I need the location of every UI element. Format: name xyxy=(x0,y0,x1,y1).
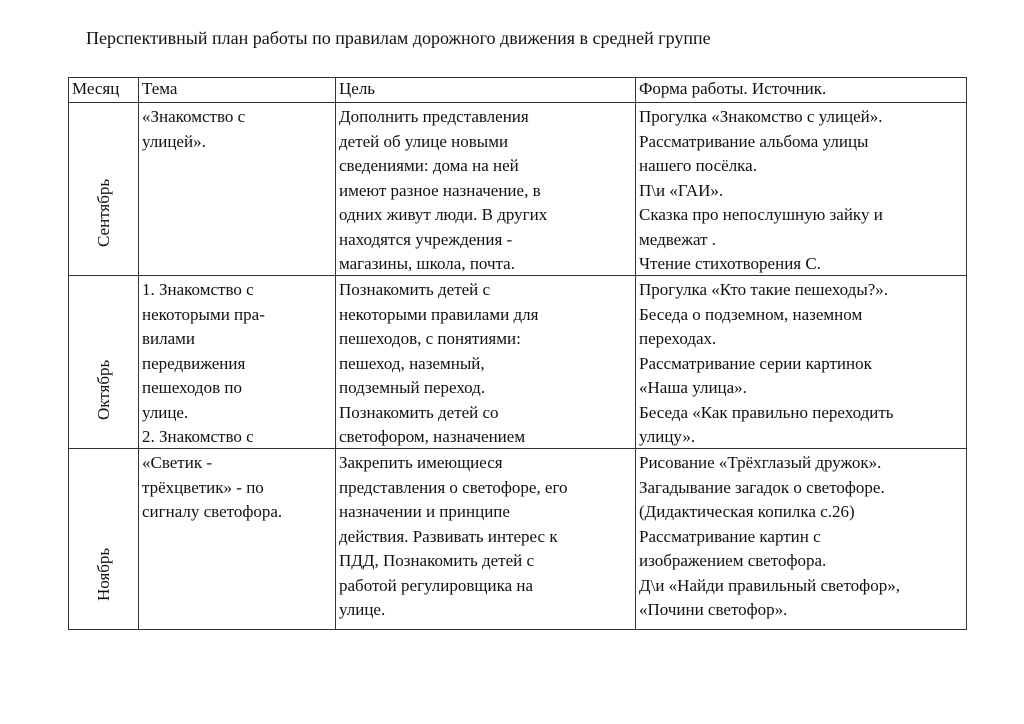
text-line: улице. xyxy=(339,600,386,619)
text-line: улице. xyxy=(142,402,189,422)
goal-cell xyxy=(336,103,636,276)
text-line: некоторыми пра- xyxy=(142,304,265,324)
text-line: изображением светофора. xyxy=(639,551,827,570)
text-line: Чтение стихотворения С. xyxy=(639,254,821,273)
text-line: Рисование «Трёхглазый дружок». xyxy=(639,453,882,472)
table-row xyxy=(69,449,967,630)
cell-content xyxy=(142,278,332,448)
month-label: Октябрь xyxy=(93,359,113,420)
text-line: светофором, назначением xyxy=(339,427,526,446)
text-line: детей об улице новыми xyxy=(339,131,509,151)
text-line: нашего посёлка. xyxy=(639,156,757,175)
goal-cell xyxy=(336,276,636,449)
text-line: работой регулировщика на xyxy=(339,575,534,595)
text-line: пешеход, наземный, xyxy=(339,353,485,373)
text-line: имеют разное назначение, в xyxy=(339,180,541,200)
text-line: назначении и принципе xyxy=(339,502,510,521)
text-line: (Дидактическая копилка с.26) xyxy=(639,502,855,521)
table-row xyxy=(69,103,967,276)
theme-cell xyxy=(139,103,336,276)
text-line: переходах. xyxy=(639,329,717,348)
text-line: Сказка про непослушную зайку и xyxy=(639,205,883,224)
cell-content xyxy=(339,105,632,275)
text-line: магазины, школа, почта. xyxy=(339,254,515,273)
text-line: находятся учреждения - xyxy=(339,229,513,249)
text-line: Беседа о подземном, наземном xyxy=(639,304,863,324)
form-cell xyxy=(636,449,967,630)
theme-cell xyxy=(139,449,336,630)
text-line: Закрепить имеющиеся xyxy=(339,453,503,472)
month-label: Ноябрь xyxy=(93,547,113,601)
text-line: Познакомить детей со xyxy=(339,402,499,422)
text-line: П\и «ГАИ». xyxy=(639,180,724,200)
text-line: Прогулка «Знакомство с улицей». xyxy=(639,107,883,126)
text-line: одних живут люди. В других xyxy=(339,205,548,224)
text-line: Загадывание загадок о светофоре. xyxy=(639,477,885,497)
text-line: некоторыми правилами для xyxy=(339,304,539,324)
text-line: Прогулка «Кто такие пешеходы?». xyxy=(639,280,889,299)
text-line: улицей». xyxy=(142,131,206,151)
table-row xyxy=(69,276,967,449)
form-cell xyxy=(636,103,967,276)
cell-content xyxy=(339,278,632,448)
month-cell xyxy=(69,449,139,630)
text-line: сигналу светофора. xyxy=(142,502,283,521)
text-line: 2. Знакомство с xyxy=(142,427,254,446)
cell-content xyxy=(639,451,963,629)
header-theme: Тема xyxy=(139,78,336,103)
text-line: Д\и «Найди правильный светофор», xyxy=(639,575,900,595)
cell-content xyxy=(339,451,632,629)
cell-content xyxy=(142,105,332,275)
text-line: подземный переход. xyxy=(339,378,486,397)
text-line: Беседа «Как правильно переходить xyxy=(639,402,894,422)
text-line: трёхцветик» - по xyxy=(142,477,264,497)
text-line: действия. Развивать интерес к xyxy=(339,526,558,546)
cell-content xyxy=(639,278,963,448)
month-label: Сентябрь xyxy=(93,178,113,247)
text-line: представления о светофоре, его xyxy=(339,477,568,497)
month-cell xyxy=(69,276,139,449)
text-line: передвижения xyxy=(142,353,246,373)
text-line: вилами xyxy=(142,329,196,348)
plan-table xyxy=(68,77,967,630)
text-line: сведениями: дома на ней xyxy=(339,156,519,175)
text-line: «Знакомство с xyxy=(142,107,246,126)
document-title: Перспективный план работы по правилам дорожного движения в средней группе xyxy=(86,28,711,48)
goal-cell xyxy=(336,449,636,630)
text-line: пешеходов, с понятиями: xyxy=(339,329,521,348)
header-goal: Цель xyxy=(336,78,636,103)
header-month: Месяц xyxy=(69,78,139,103)
text-line: Рассматривание альбома улицы xyxy=(639,131,869,151)
header-row xyxy=(69,78,967,103)
text-line: улицу». xyxy=(639,427,696,446)
text-line: ПДД, Познакомить детей с xyxy=(339,551,535,570)
cell-content xyxy=(639,105,963,275)
text-line: «Почини светофор». xyxy=(639,600,788,619)
text-line: Рассматривание картин с xyxy=(639,526,821,546)
text-line: медвежат . xyxy=(639,229,716,249)
header-form: Форма работы. Источник. xyxy=(636,78,967,103)
text-line: «Наша улица». xyxy=(639,378,747,397)
text-line: Дополнить представления xyxy=(339,107,529,126)
cell-content xyxy=(142,451,332,629)
text-line: Рассматривание серии картинок xyxy=(639,353,872,373)
form-cell xyxy=(636,276,967,449)
text-line: 1. Знакомство с xyxy=(142,280,254,299)
theme-cell xyxy=(139,276,336,449)
text-line: Познакомить детей с xyxy=(339,280,491,299)
text-line: пешеходов по xyxy=(142,378,242,397)
text-line: «Светик - xyxy=(142,453,213,472)
month-cell xyxy=(69,103,139,276)
